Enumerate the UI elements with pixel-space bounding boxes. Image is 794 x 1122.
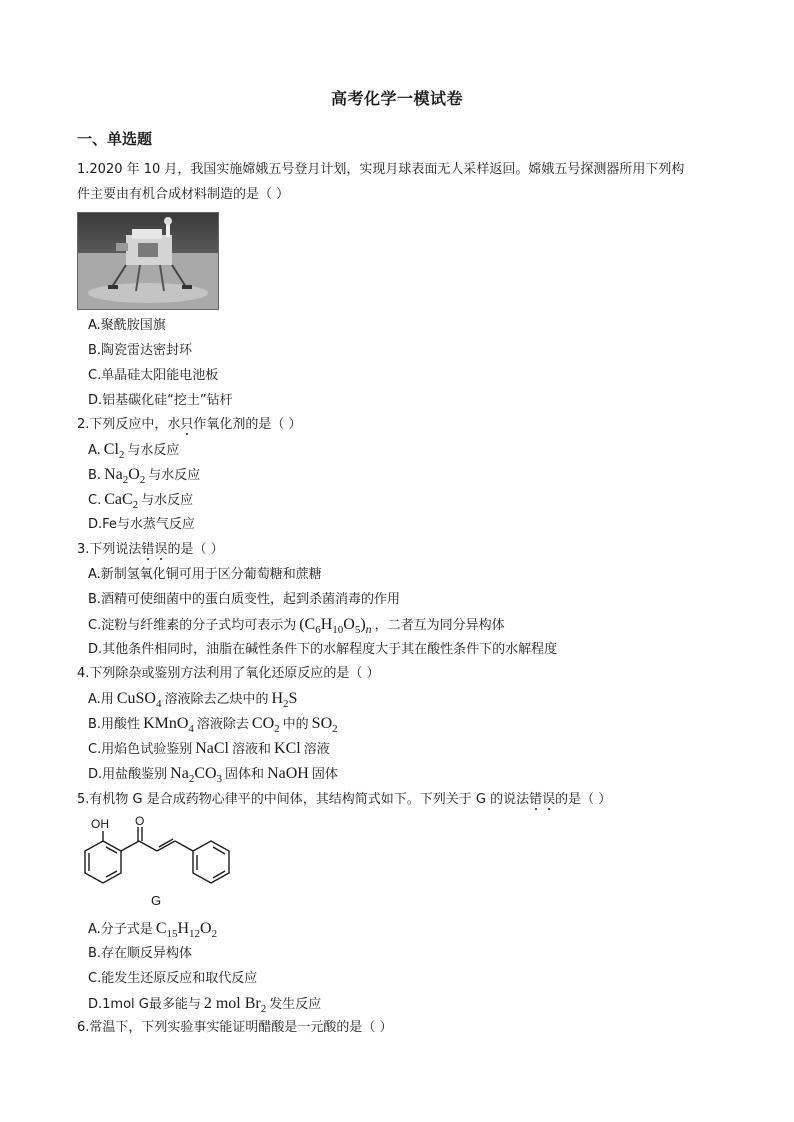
q1-option-a: A.聚酰胺国旗 bbox=[88, 318, 166, 333]
lunar-lander-image bbox=[78, 213, 218, 309]
q6-stem: 6.常温下，下列实验事实能证明醋酸是一元酸的是（ ） bbox=[77, 1020, 393, 1035]
q2-option-b: B. $Na_2O_2$ 与水反应 bbox=[88, 466, 201, 486]
q5-option-a: A.分子式是 $C_{15}H_{12}O_2$ bbox=[88, 920, 218, 940]
q1-stem-line1: 1.2020 年 10 月，我国实施嫦娥五号登月计划，实现月球表面无人采样返回。嫦娥五号探测器所用下列构 bbox=[77, 162, 685, 177]
molecule-diagram bbox=[77, 815, 237, 915]
lander-photo bbox=[77, 212, 219, 310]
q2-option-d: D.Fe与水蒸气反应 bbox=[88, 517, 195, 532]
q4-option-a: A.用 CuSO$_4$ 溶液除去乙炔中的 $H_2S$ bbox=[88, 690, 298, 710]
q2-stem: 2.下列反应中，水只作氧化剂的是（ ） bbox=[77, 417, 302, 432]
q4-stem: 4.下列除杂或鉴别方法利用了氧化还原反应的是（ ） bbox=[77, 666, 380, 681]
q2-option-a: A. $Cl_2$ 与水反应 bbox=[88, 441, 180, 461]
q5-option-c: C.能发生还原反应和取代反应 bbox=[88, 971, 258, 986]
structure-formula-g bbox=[77, 815, 237, 915]
q3-option-d: D.其他条件相同时，油脂在碱性条件下的水解程度大于其在酸性条件下的水解程度 bbox=[88, 642, 558, 657]
q5-option-d: D.1mol G最多能与 2 mol $Br_2$ 发生反应 bbox=[88, 995, 322, 1015]
q3-stem: 3.下列说法错误的是（ ） bbox=[77, 542, 224, 557]
q5-stem: 5.有机物 G 是合成药物心律平的中间体，其结构简式如下。下列关于 G 的说法错误的是（ ） bbox=[77, 792, 612, 807]
q1-option-c: C.单晶硅太阳能电池板 bbox=[88, 368, 219, 383]
q3-option-c: C.淀粉与纤维素的分子式均可表示为 $(C_6H_{10}O_5)_n$ ，二者互为同分异构体 bbox=[88, 616, 505, 636]
q4-option-d: D.用盐酸鉴别 $Na_2CO_3$ 固体和 NaOH 固体 bbox=[88, 765, 338, 785]
q4-option-c: C.用焰色试验鉴别 NaCl 溶液和 KCl 溶液 bbox=[88, 740, 330, 757]
q3-option-a: A.新制氢氧化铜可用于区分葡萄糖和蔗糖 bbox=[88, 567, 322, 582]
hydroxyl-label: OH bbox=[91, 817, 109, 831]
carbonyl-o-label: O bbox=[135, 815, 145, 828]
q3-option-b: B.酒精可使细菌中的蛋白质变性，起到杀菌消毒的作用 bbox=[88, 592, 401, 607]
q5-option-b: B.存在顺反异构体 bbox=[88, 946, 193, 961]
page-title: 高考化学一模试卷 bbox=[330, 89, 463, 108]
q2-option-c: C. CaC$_2$ 与水反应 bbox=[88, 491, 194, 511]
section-heading: 一、单选题 bbox=[77, 130, 153, 148]
q1-option-d: D.铝基碳化硅“挖土”钻杆 bbox=[88, 393, 233, 408]
emphasis-dot: 只 bbox=[180, 417, 194, 432]
q1-option-b: B.陶瓷雷达密封环 bbox=[88, 343, 193, 358]
q1-stem-line2: 件主要由有机合成材料制造的是（ ） bbox=[77, 187, 290, 202]
compound-label: G bbox=[151, 893, 162, 908]
q4-option-b: B.用酸性 KMnO$_4$ 溶液除去 $CO_2$ 中的 $SO_2$ bbox=[88, 715, 338, 735]
